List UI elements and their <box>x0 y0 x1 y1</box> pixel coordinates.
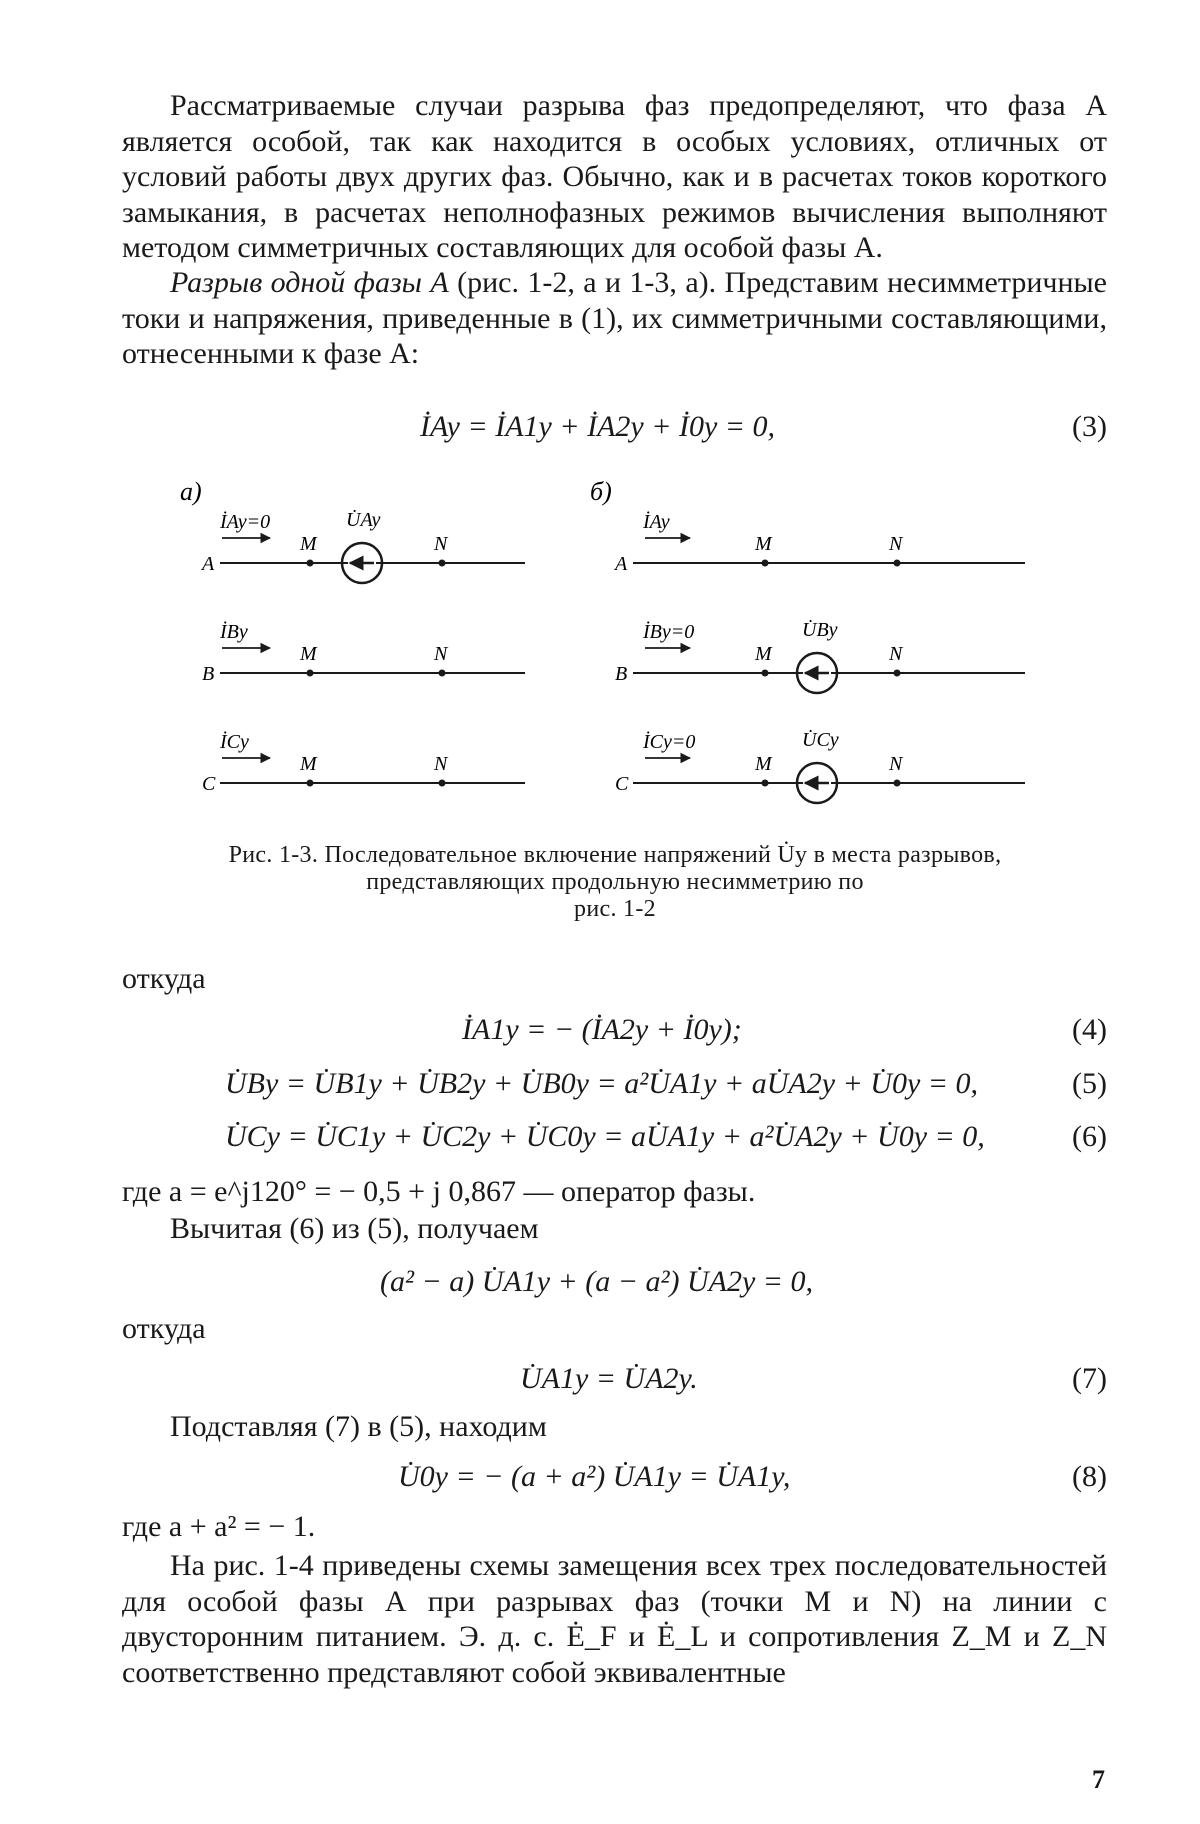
node-m-b-right <box>762 670 769 677</box>
figure-1-3 <box>150 470 1050 830</box>
node-n-c-left <box>439 780 446 787</box>
node-m-label-a-left: M <box>300 533 317 555</box>
figure-caption-line2: рис. 1-2 <box>574 896 656 922</box>
equation-difference: (a² − a) U̇A1y + (a − a²) U̇A2y = 0, <box>380 1265 814 1298</box>
node-m-label-b-right: M <box>755 643 772 665</box>
phase-label-a-right: A <box>615 553 628 575</box>
node-n-label-c-left: N <box>434 753 448 775</box>
text-where-a: где a = e^j120° = − 0,5 + j 0,867 — оператор фазы. <box>122 1175 756 1208</box>
node-n-label-b-left: N <box>434 643 448 665</box>
phase-label-c-left: C <box>202 773 216 795</box>
node-n-a-right <box>894 560 901 567</box>
paragraph-body: (рис. 1-2, а и 1-3, а). Представим несимметричные токи и напряжения, приведенные в (1), их симметричными составляющими, отнесенными к фазе А: <box>122 266 1107 370</box>
equation-4-number: (4) <box>1072 1013 1107 1046</box>
current-label-b-left: İBy <box>220 621 248 643</box>
current-label-b-right: İBy=0 <box>643 621 695 643</box>
panel-label-b: б) <box>590 477 612 506</box>
phase-label-c-right: C <box>615 773 629 795</box>
node-n-label-c-right: N <box>889 753 903 775</box>
node-m-label-b-left: M <box>300 643 317 665</box>
equation-5-number: (5) <box>1072 1067 1107 1100</box>
node-n-label-a-right: N <box>889 533 903 555</box>
paragraph-heading-em: Разрыв одной фазы А <box>170 266 449 299</box>
node-m-label-a-right: M <box>755 533 772 555</box>
page-number: 7 <box>1092 1765 1105 1794</box>
phase-label-b-right: B <box>615 663 628 685</box>
equation-7-number: (7) <box>1072 1362 1107 1395</box>
paragraph-fig-1-4: На рис. 1-4 приведены схемы замещения всех трех последовательностей для особой фазы А при разрывах фаз (точки M и N) на линии с двусторонним питанием. Э. д. с. Ė_F и Ė_L и сопротивления Z_M и Z_N соответственно представляют собой эквивалентные <box>122 1549 1107 1689</box>
text-subtract: Вычитая (6) из (5), получаем <box>170 1212 539 1245</box>
node-m-label-c-left: M <box>300 753 317 775</box>
node-n-c-right <box>894 780 901 787</box>
voltage-label-c-right: U̇Cy <box>802 729 839 751</box>
text-otkuda-2: откуда <box>122 1312 206 1345</box>
node-m-label-c-right: M <box>755 753 772 775</box>
text-substitute: Подставляя (7) в (5), находим <box>170 1410 547 1443</box>
phase-label-a-left: A <box>202 553 215 575</box>
node-n-label-a-left: N <box>434 533 448 555</box>
node-m-a-left <box>307 560 314 567</box>
equation-3-number: (3) <box>1072 410 1107 443</box>
equation-8-number: (8) <box>1072 1460 1107 1493</box>
equation-6: U̇Cy = U̇C1y + U̇C2y + U̇C0y = aU̇A1y + a²U̇A2y + U̇0y = 0, <box>225 1120 985 1153</box>
text-otkuda-1: откуда <box>122 962 206 995</box>
voltage-label-b-right: U̇By <box>802 619 838 641</box>
node-n-label-b-right: N <box>889 643 903 665</box>
node-n-b-left <box>439 670 446 677</box>
panel-label-a: а) <box>180 477 202 506</box>
figure-caption <box>200 842 1030 923</box>
paragraph-single-phase-break <box>122 265 1107 372</box>
node-m-b-left <box>307 670 314 677</box>
voltage-label-a-left: U̇Ay <box>346 509 381 531</box>
equation-6-number: (6) <box>1072 1120 1107 1153</box>
node-n-b-right <box>894 670 901 677</box>
current-label-c-right: İCy=0 <box>643 731 696 753</box>
equation-7: U̇A1y = U̇A2y. <box>520 1362 698 1395</box>
node-m-c-left <box>307 780 314 787</box>
node-n-a-left <box>439 560 446 567</box>
paragraph-intro: Рассматриваемые случаи разрыва фаз предопределяют, что фаза А является особой, так как находится в особых условиях, отличных от условий работы двух других фаз. Обычно, как и в расчетах токов короткого замыкания, в расчетах неполнофазных режимов вычисления выполняют методом симметричных составляющих для особой фазы А. <box>122 89 1107 264</box>
equation-5: U̇By = U̇B1y + U̇B2y + U̇B0y = a²U̇A1y + aU̇A2y + U̇0y = 0, <box>225 1067 979 1100</box>
current-label-c-left: İCy <box>220 731 249 753</box>
current-label-a-left: İAy=0 <box>220 511 271 533</box>
current-label-a-right: İAy <box>643 511 670 533</box>
equation-3: İAy = İA1y + İA2y + İ0y = 0, <box>420 410 776 443</box>
equation-4: İA1y = − (İA2y + İ0y); <box>462 1013 742 1046</box>
figure-caption-line1: Рис. 1-3. Последовательное включение напряжений U̇y в места разрывов, представляющих продольную несимметрию по <box>228 842 1002 895</box>
text-where-sum: где a + a² = − 1. <box>122 1510 316 1543</box>
equation-8: U̇0y = − (a + a²) U̇A1y = U̇A1y, <box>398 1460 791 1493</box>
node-m-a-right <box>762 560 769 567</box>
phase-label-b-left: B <box>202 663 215 685</box>
node-m-c-right <box>762 780 769 787</box>
